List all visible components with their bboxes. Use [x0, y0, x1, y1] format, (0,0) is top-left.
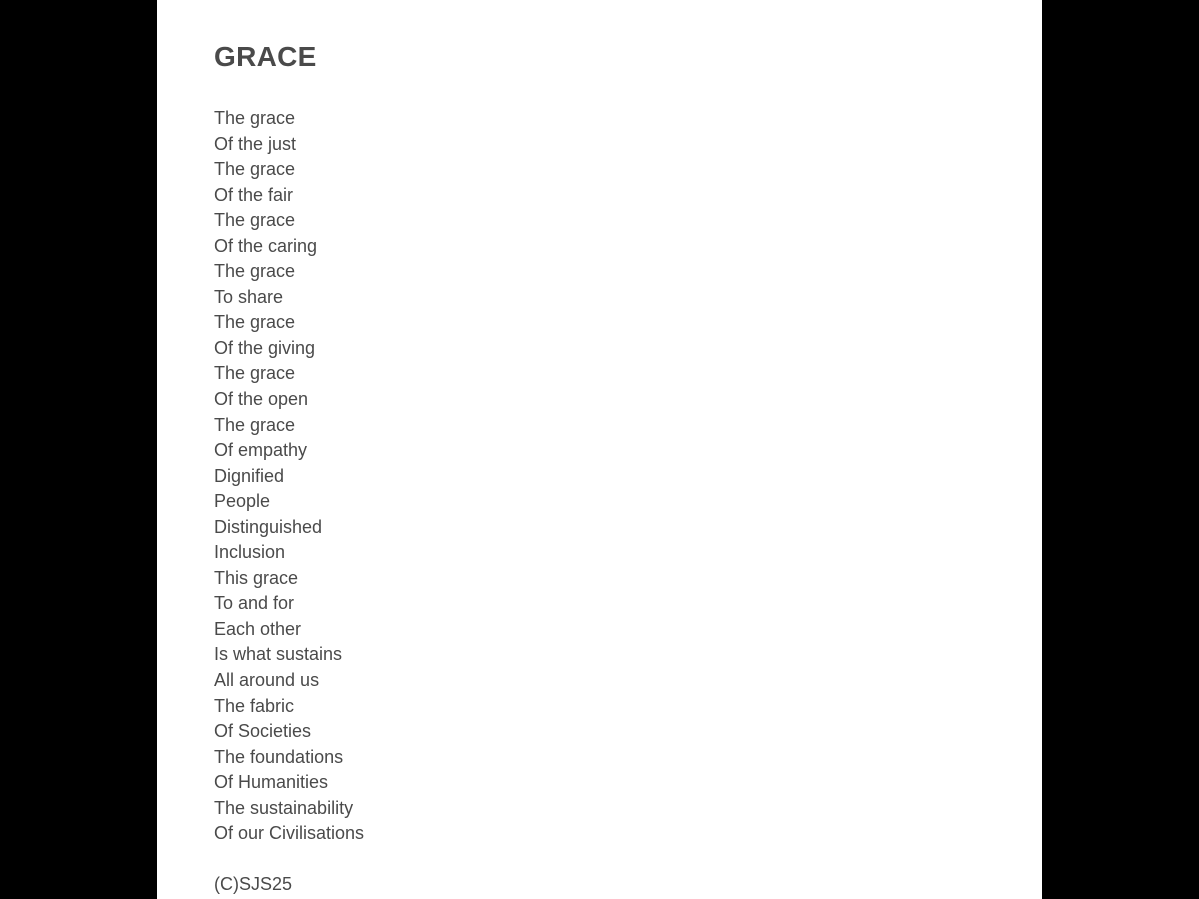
poem-line: Of empathy	[214, 440, 308, 461]
poem-line: The foundations	[214, 746, 344, 767]
poem-line: The grace	[214, 159, 296, 180]
poem-line: The sustainability	[214, 797, 354, 818]
poem-line: Dignified	[214, 465, 285, 486]
poem-line: To share	[214, 286, 284, 307]
copyright-notice: (C)SJS25	[214, 874, 293, 894]
document-page	[157, 0, 1042, 899]
poem-line: Of our Civilisations	[214, 823, 365, 844]
poem-line: The grace	[214, 363, 296, 384]
poem-line: Distinguished	[214, 516, 323, 537]
poem-lines	[214, 106, 364, 847]
poem-line: All around us	[214, 670, 320, 691]
poem-line: Of the giving	[214, 337, 316, 358]
poem-line: To and for	[214, 593, 295, 614]
poem-line: People	[214, 491, 271, 512]
poem-line: This grace	[214, 567, 299, 588]
poem-line: Of Humanities	[214, 772, 329, 793]
poem-line: The grace	[214, 210, 296, 231]
poem-title: GRACE	[214, 41, 317, 72]
poem-line: Of the just	[214, 133, 297, 154]
poem-line: Of the fair	[214, 184, 294, 205]
poem-line: Of Societies	[214, 721, 312, 742]
poem-line: The grace	[214, 108, 296, 128]
poem-line: Is what sustains	[214, 644, 343, 665]
poem-line: Of the open	[214, 389, 309, 410]
poem-line: Of the caring	[214, 235, 318, 256]
poem-line: The grace	[214, 261, 296, 282]
poem-line: Each other	[214, 618, 302, 639]
poem-line: The fabric	[214, 695, 295, 716]
poem-line: The grace	[214, 414, 296, 435]
poem-line: Inclusion	[214, 542, 286, 563]
poem-line: The grace	[214, 312, 296, 333]
